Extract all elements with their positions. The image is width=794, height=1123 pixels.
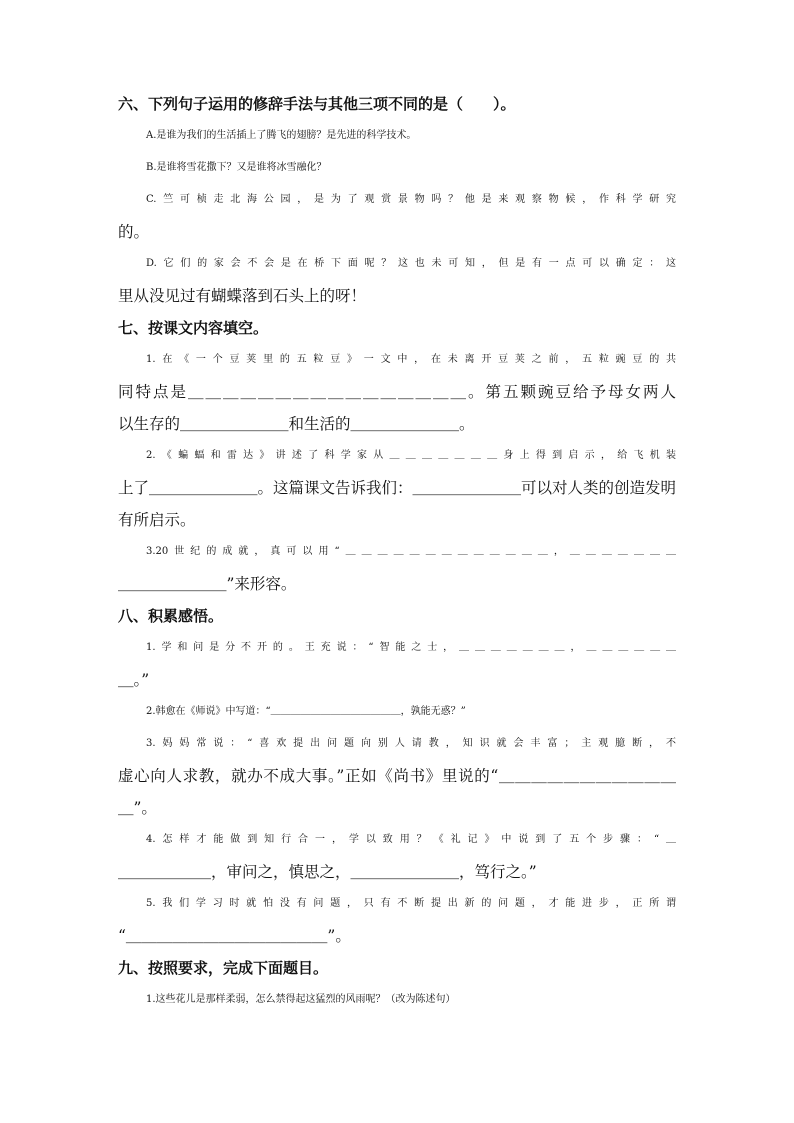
text-line: ＿”。	[118, 799, 157, 817]
text-line: 有所启示。	[118, 511, 196, 529]
text-line: 里从没见过有蝴蝶落到石头上的呀！	[118, 287, 367, 305]
text-line: 的。	[118, 223, 150, 241]
text-line: 5.我们学习时就怕没有问题，只有不断提出新的问题，才能进步，正所谓	[146, 898, 676, 909]
text-line: 2.韩愈在《师说》中写道：“＿＿＿＿＿＿＿＿＿＿＿＿＿，孰能无惑？”	[146, 706, 466, 717]
text-line: B.是谁将雪花撒下？又是谁将冰雪融化？	[146, 162, 327, 173]
text-line: 1.在《一个豆荚里的五粒豆》一文中，在未离开豆荚之前，五粒豌豆的共	[146, 354, 676, 365]
text-line: 1.学和问是分不开的。王充说：“智能之士，＿＿＿＿＿＿＿，＿＿＿＿＿＿	[146, 642, 676, 653]
section-heading: 九、按照要求，完成下面题目。	[118, 959, 329, 977]
text-line: 2.《蝙蝠和雷达》讲述了科学家从＿＿＿＿＿＿＿身上得到启示，给飞机装	[146, 450, 676, 461]
text-line: 4.怎样才能做到知行合一，学以致用？《礼记》中说到了五个步骤：“＿	[146, 834, 676, 845]
text-line: 3.20世纪的成就，真可以用“＿＿＿＿＿＿＿＿＿＿＿＿＿，＿＿＿＿＿＿＿	[146, 546, 676, 557]
text-line: A.是谁为我们的生活插上了腾飞的翅膀？是先进的科学技术。	[146, 130, 417, 141]
text-line: 上了＿＿＿＿＿＿＿。这篇课文告诉我们：＿＿＿＿＿＿＿可以对人类的创造发明	[118, 479, 677, 497]
worksheet-page	[118, 88, 676, 1016]
text-line: ＿＿＿＿＿＿＿”来形容。	[118, 575, 297, 593]
text-line: 虚心向人求教，就办不成大事。”正如《尚书》里说的“＿＿＿＿＿＿＿＿＿＿＿	[118, 767, 676, 785]
text-line: 同特点是＿＿＿＿＿＿＿＿＿＿＿＿＿＿＿＿。第五颗豌豆给予母女两人	[118, 383, 676, 401]
text-line: 1.这些花儿是那样柔弱，怎么禁得起这猛烈的风雨呢？（改为陈述句）	[146, 994, 456, 1005]
text-line: 以生存的＿＿＿＿＿＿＿和生活的＿＿＿＿＿＿＿。	[118, 415, 475, 433]
text-line: D.它们的家会不会是在桥下面呢？这也未可知，但是有一点可以确定：这	[146, 258, 676, 269]
text-line: 3.妈妈常说：“喜欢提出问题向别人请教，知识就会丰富；主观臆断，不	[146, 738, 676, 749]
text-line: ＿＿＿＿＿＿，审问之，慎思之，＿＿＿＿＿＿＿，笃行之。”	[118, 863, 537, 881]
section-heading: 七、按课文内容填空。	[118, 319, 269, 337]
text-line: ＿。”	[118, 671, 150, 689]
text-line: “＿＿＿＿＿＿＿＿＿＿＿＿＿”。	[118, 927, 351, 945]
section-heading: 六、下列句子运用的修辞手法与其他三项不同的是（ ）。	[118, 95, 516, 113]
text-line: C.竺可桢走北海公园，是为了观赏景物吗？他是来观察物候，作科学研究	[146, 194, 676, 205]
section-heading: 八、积累感悟。	[118, 607, 224, 625]
